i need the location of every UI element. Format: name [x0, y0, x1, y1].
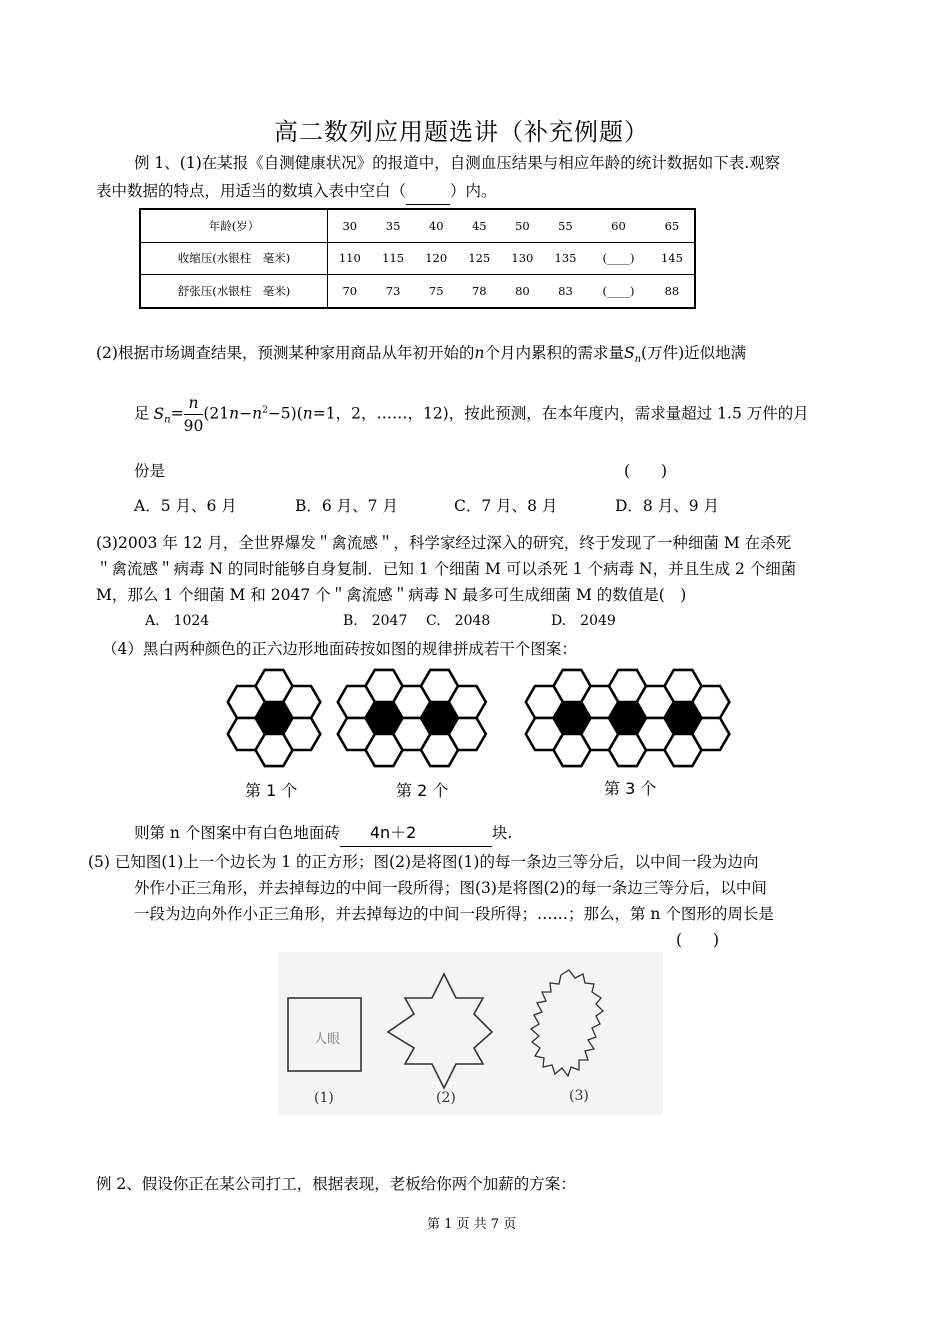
table-cell: 135 — [544, 242, 587, 274]
white-hex-tile — [283, 686, 320, 718]
ex1-q3-option-b: B. 2047 — [343, 613, 408, 629]
table-cell: 110 — [328, 242, 372, 274]
ex1-q4-answer: 则第 n 个图案中有白色地面砖 4n＋2 块. — [134, 820, 512, 847]
ex1-q3-option-c: C. 2048 — [426, 613, 491, 629]
ex2-line1: 例 2、假设你正在某公司打工，根据表现，老板给你两个加薪的方案： — [96, 1175, 576, 1193]
snowflake-label-1: (1) — [314, 1090, 334, 1106]
white-hex-tile — [526, 718, 563, 750]
hex-figure-label-2: 第 2 个 — [396, 781, 449, 800]
snowflake-label-3: (3) — [569, 1088, 589, 1104]
table-cell: 88 — [650, 275, 695, 308]
row-label: 年龄(岁） — [140, 209, 328, 242]
white-hex-tile — [449, 718, 486, 750]
table-cell: 83 — [544, 275, 587, 308]
page-footer: 第 1 页 共 7 页 — [427, 1217, 517, 1232]
white-hex-tile — [283, 718, 320, 750]
table-cell: 65 — [650, 209, 695, 242]
star-shape — [388, 974, 492, 1088]
ex1-q2-option-a: A．5 月、6 月 — [134, 497, 237, 515]
white-hex-tile — [692, 718, 729, 750]
ex1-q2-option-b: B．6 月、7 月 — [295, 497, 398, 515]
table-cell: 78 — [458, 275, 501, 308]
table-cell: 60 — [587, 209, 650, 242]
white-hex-tile — [526, 686, 563, 718]
ex1-q2-paren: ( ) — [624, 462, 668, 480]
table-cell: 120 — [415, 242, 458, 274]
white-hex-tile — [338, 686, 375, 718]
ex1-q5-line2: 外作小正三角形，并去掉每边的中间一段所得；图(3)是将图(2)的每一条边三等分后，以中间 — [134, 879, 767, 897]
figure-watermark-text: 人眼 — [314, 1032, 341, 1047]
table-cell: 145 — [650, 242, 695, 274]
table-cell: 70 — [328, 275, 372, 308]
page-title: 高二数列应用题选讲（补充例题） — [274, 118, 649, 146]
ex1-q3-option-a: A. 1024 — [145, 613, 210, 629]
table-row — [140, 275, 695, 308]
row-label: 收缩压(水银柱 毫米) — [140, 242, 328, 274]
ex1-q2-line3: 份是 — [134, 462, 166, 480]
table-cell: 73 — [372, 275, 415, 308]
table-cell: 55 — [544, 209, 587, 242]
hex-figure-label-3: 第 3 个 — [604, 779, 657, 798]
white-hex-tile — [228, 718, 265, 750]
white-hex-tile — [449, 686, 486, 718]
table-cell: 115 — [372, 242, 415, 274]
table-row — [140, 209, 695, 242]
ex1-q2-line1: (2)根据市场调查结果，预测某种家用商品从年初开始的n个月内累积的需求量$S_n$(万件)近似地满 — [96, 344, 747, 366]
ex1-q5-paren: ( ) — [676, 931, 720, 949]
ex1-q5-line1: (5) 已知图(1)上一个边长为 1 的正方形；图(2)是将图(1)的每一条边三等分后，以中间一段为边向 — [88, 853, 759, 871]
snowflake-label-2: (2) — [436, 1090, 456, 1106]
ex1-q2-line2: 足 $S_n=$ $\frac{n}{90}$ $(21n-n^2-5)(n=1$，2，……，12)，按此预测，在本年度内，需求量超过 1.5 万件的月 — [134, 394, 809, 435]
table-cell: 35 — [372, 209, 415, 242]
table-row — [140, 242, 695, 274]
table-cell: 50 — [501, 209, 544, 242]
table-cell: 40 — [415, 209, 458, 242]
white-hex-tile — [692, 686, 729, 718]
table-cell: 45 — [458, 209, 501, 242]
table-cell: 30 — [328, 209, 372, 242]
ex1-q3-line3: M，那么 1 个细菌 M 和 2047 个＂禽流感＂病毒 N 最多可生成细菌 M 的数值是( ) — [96, 586, 687, 604]
ex1-q1-line1: 例 1、(1)在某报《自测健康状况》的报道中，自测血压结果与相应年龄的统计数据如下表.观察 — [134, 154, 781, 172]
fraction: $\frac{n}{90}$ — [183, 394, 204, 435]
white-hex-tile — [338, 718, 375, 750]
ex1-q5-line3: 一段为边向外作小正三角形，并去掉每边的中间一段所得；……；那么，第 n 个图形的周长是 — [134, 905, 774, 923]
table-cell-blank: (____) — [587, 242, 650, 274]
blood-pressure-table — [139, 208, 696, 309]
ex1-q4-line1: （4）黑白两种颜色的正六边形地面砖按如图的规律拼成若干个图案： — [102, 640, 577, 658]
ex1-q3-line1: (3)2003 年 12 月，全世界爆发＂禽流感＂，科学家经过深入的研究，终于发现了一种细菌 M 在杀死 — [96, 534, 792, 552]
ex1-q2-option-c: C．7 月、8 月 — [454, 497, 558, 515]
table-cell: 75 — [415, 275, 458, 308]
white-hex-tile — [228, 686, 265, 718]
table-cell: 130 — [501, 242, 544, 274]
hex-figure-label-1: 第 1 个 — [245, 781, 298, 800]
snowflake-figure — [278, 952, 663, 1115]
table-cell-blank: (____) — [587, 275, 650, 308]
ex1-q1-line2: 表中数据的特点，用适当的数填入表中空白（ ）内。 — [96, 178, 497, 205]
table-cell: 125 — [458, 242, 501, 274]
ex1-q3-line2: ＂禽流感＂病毒 N 的同时能够自身复制．已知 1 个细菌 M 可以杀死 1 个病毒 N，并且生成 2 个细菌 — [96, 560, 797, 578]
ex1-q2-option-d: D．8 月、9 月 — [615, 497, 720, 515]
row-label: 舒张压(水银柱 毫米) — [140, 275, 328, 308]
table-cell: 80 — [501, 275, 544, 308]
ex1-q3-option-d: D. 2049 — [551, 613, 616, 629]
snowflake-shape — [531, 970, 603, 1076]
